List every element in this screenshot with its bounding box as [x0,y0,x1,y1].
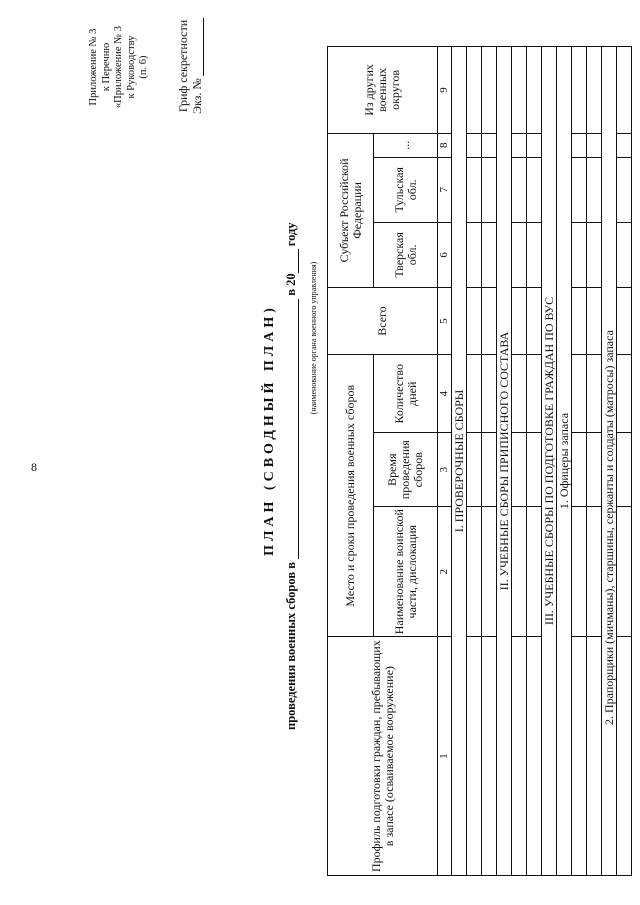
annex-line: Приложение № 3 [88,28,99,106]
page-number: 8 [31,460,37,474]
header-days: Количество дней [374,355,438,433]
annex-line: «Приложение № 3 [113,25,124,109]
header-other-districts: Из других военных округов [328,47,438,134]
table-row [572,47,587,876]
header-time: Время проведения сборов [374,433,438,507]
header-tula: Тульская обл. [374,157,438,222]
section-row: II. УЧЕБНЫЕ СБОРЫ ПРИПИСНОГО СОСТАВА [497,47,512,876]
subtitle-in: в 20 [284,273,298,296]
page-title: ПЛАН (СВОДНЫЙ ПЛАН) [262,304,277,556]
copy-label: Экз. № [190,78,204,114]
annex-line: (п. 6) [138,55,149,79]
authority-caption: (наименование органа военного управления) [309,261,318,415]
header-profile: Профиль подготовки граждан, пребывающих в запасе (осваиваемое вооружение) [328,637,438,876]
col-number: 6 [438,222,452,287]
secrecy-label: Гриф секретности [176,19,190,113]
header-total: Всего [328,287,438,354]
header-tver: Тверская обл. [374,222,438,287]
table-row [587,47,602,876]
col-number: 8 [438,133,452,157]
table-row [482,47,497,876]
col-number: 5 [438,287,452,354]
annex-line: к Руководству [125,35,137,99]
section-row: I. ПРОВЕРОЧНЫЕ СБОРЫ [452,47,467,876]
page-subtitle [284,130,299,730]
table-row [467,47,482,876]
secrecy-block [176,0,204,132]
col-number: 3 [438,433,452,507]
header-unit-name: Наименование воинской части, дислокация [374,507,438,637]
table-row [527,47,542,876]
authority-blank [286,299,299,559]
year-blank [286,249,299,273]
col-number: 9 [438,47,452,134]
plan-table [327,46,632,876]
subtitle-prefix: проведения военных сборов в [284,562,298,730]
annex-note [88,2,151,132]
col-number: 4 [438,355,452,433]
col-number: 7 [438,157,452,222]
col-number: 2 [438,507,452,637]
header-dots: ... [374,133,438,157]
subsection-row: 1. Офицеры запаса [557,47,572,876]
header-subject-group: Субъект Российской Федерации [328,133,374,287]
subtitle-year: году [284,222,298,247]
table-row [617,47,632,876]
section-row: III. УЧЕБНЫЕ СБОРЫ ПО ПОДГОТОВКЕ ГРАЖДАН ПО ВУС [542,47,557,876]
table-row [512,47,527,876]
subsection-row: 2. Прапорщики (мичманы), старшины, сержанты и солдаты (матросы) запаса [602,47,617,876]
col-number: 1 [438,637,452,876]
annex-line: к Перечню [100,42,112,92]
copy-number [190,0,204,132]
header-place-group: Место и сроки проведения военных сборов [328,355,374,637]
